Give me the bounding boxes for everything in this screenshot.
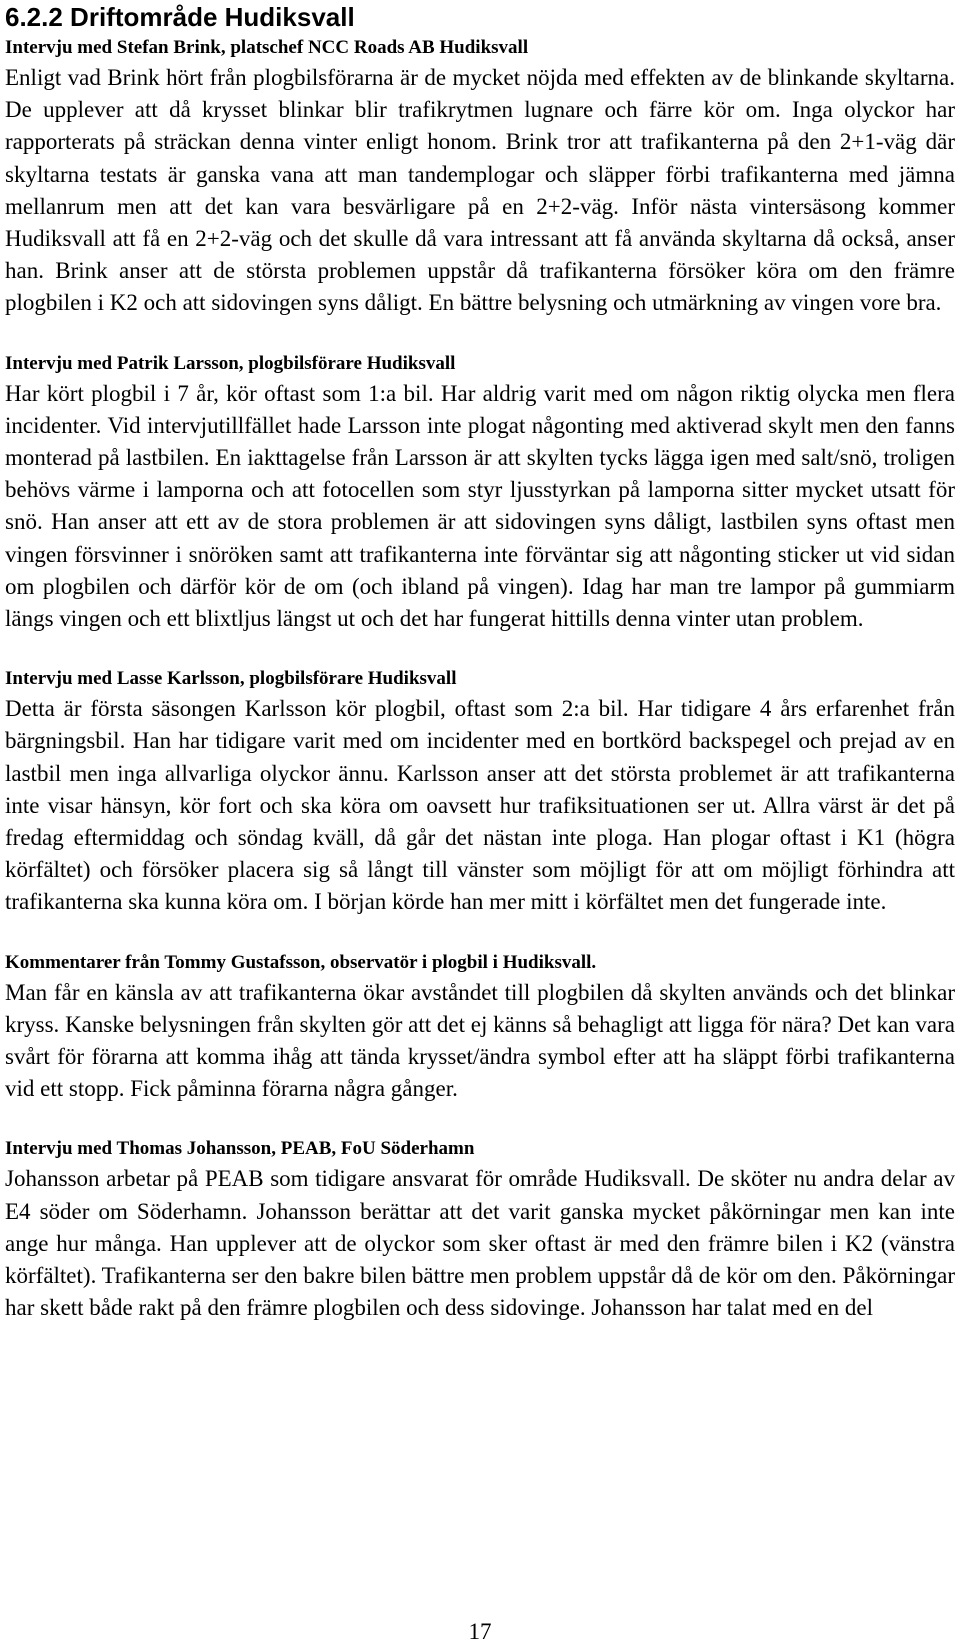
- interview-text: Johansson arbetar på PEAB som tidigare ansvarat för område Hudiksvall. De sköter nu andra delar av E4 söder om Söderhamn. Johansson berättar att det varit ganska mycket påkörningar men kan inte ange hur många. Han upplever att de olyckor som sker oftast är med den främre bilen i K2 (vänstra körfältet). Trafikanterna ser den bakre bilen bättre men problem uppstår då de kör om den. Påkörningar har skett både rakt på den främre plogbilen och dess sidovinge. Johansson har talat med en del: [5, 1166, 955, 1321]
- interview-heading: Intervju med Stefan Brink, platschef NCC Roads AB Hudiksvall: [5, 37, 529, 58]
- comment-text: Man får en känsla av att trafikanterna ökar avståndet till plogbilen då skylten används och det blinkar kryss. Kanske belysningen från skylten gör att det ej känns så behagligt att ligga för nära? Det kan vara svårt för förarna att komma ihåg att tända krysset/ändra symbol efter att ha släppt förbi trafikanterna vid ett stopp. Fick påminna förarna några gånger.: [5, 979, 955, 1102]
- spacer: [5, 635, 955, 665]
- interview-heading: Intervju med Lasse Karlsson, plogbilsförare Hudiksvall: [5, 668, 457, 690]
- comment-block-gustafsson: [5, 949, 955, 1106]
- interview-text: Enligt vad Brink hört från plogbilsförarna är de mycket nöjda med effekten av de blinkande skyltarna. De upplever att då krysset blinkar blir trafikrytmen lugnare och färre kör om. Inga olyckor har rapporterats på sträckan denna vinter enligt honom. Brink tror att trafikanterna på den 2+1-väg där skyltarna testats är ganska vana att man tandemplogar och släpper förbi trafikanterna med jämna mellanrum men att det kan vara besvärligare på en 2+2-väg. Inför nästa vintersäsong kommer Hudiksvall att få en 2+2-väg och det skulle då vara intressant att få använda skyltarna då också, anser han. Brink anser att de största problemen uppstår då trafikanterna försöker köra om den främre plogbilen i K2 och att sidovingen syns dåligt. En bättre belysning och utmärkning av vingen vore bra.: [5, 65, 955, 316]
- interview-block-johansson: [5, 1135, 955, 1324]
- interview-block-karlsson: [5, 665, 955, 918]
- interview-text: Har kört plogbil i 7 år, kör oftast som 1:a bil. Har aldrig varit med om någon riktig olycka men flera incidenter. Vid intervjutillfället hade Larsson inte plogat någonting med aktiverad skylt men den fanns monterad på lastbilen. En iakttagelse från Larsson är att skylten tycks lägga igen med salt/snö, troligen behövs värme i lamporna och att fotocellen som styr ljusstyrkan på lamporna sitter mycket utsatt för snö. Han anser att ett av de stora problemen är att sidovingen syns dåligt, lastbilen syns oftast men vingen försvinner i snöröken samt att trafikanterna inte förväntar sig att någonting sticker ut vid sidan om plogbilen och därför kör de om (och ibland på vingen). Idag har man tre lampor på gummiarm längs vingen och ett blixtljus längst ut och det har fungerat hittills denna vinter utan problem.: [5, 380, 955, 632]
- page-number: 17: [468, 1619, 492, 1644]
- spacer: [5, 1105, 955, 1135]
- comment-heading: Kommentarer från Tommy Gustafsson, observatör i plogbil i Hudiksvall.: [5, 951, 597, 973]
- interview-block-larsson: [5, 350, 955, 636]
- interview-text: Detta är första säsongen Karlsson kör plogbil, oftast som 2:a bil. Har tidigare 4 års erfarenhet från bärgningsbil. Han har tidigare varit med om incidenter med en bortkörd backspegel och prejad av en lastbil men inga allvarliga olyckor ännu. Karlsson anser att det största problemet är att trafikanterna inte visar hänsyn, kör fort och ska köra om oavsett hur trafiksituationen ser ut. Allra värst är det på fredag eftermiddag och söndag kväll, då går det nästan inte ploga. Han plogar oftast i K1 (högra körfältet) och försöker placera sig så långt till vänster som möjligt för att om möjligt förhindra att trafikanterna ska kunna köra om. I början körde han mer mitt i körfältet men det fungerade inte.: [5, 696, 955, 915]
- interview-block-brink: [5, 34, 955, 320]
- spacer: [5, 919, 955, 949]
- section-title: 6.2.2 Driftområde Hudiksvall: [5, 2, 355, 32]
- page-content: [5, 0, 955, 1325]
- interview-heading: Intervju med Patrik Larsson, plogbilsförare Hudiksvall: [5, 352, 456, 374]
- spacer: [5, 320, 955, 350]
- interview-heading: Intervju med Thomas Johansson, PEAB, FoU Söderhamn: [5, 1138, 475, 1160]
